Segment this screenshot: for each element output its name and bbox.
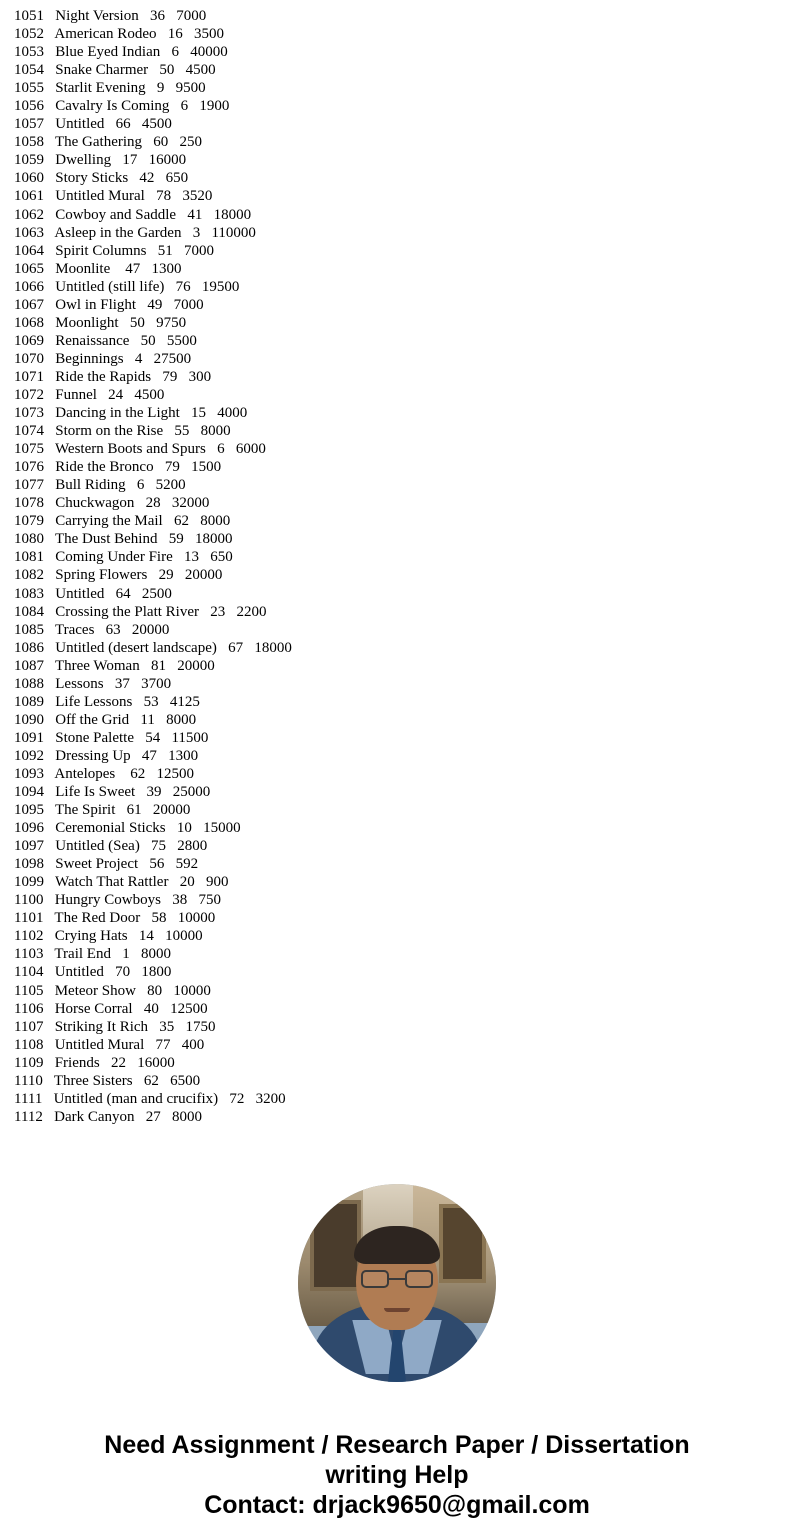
- list-item-text: 1095 The Spirit 61 20000: [14, 802, 191, 819]
- photo-mouth: [384, 1308, 410, 1312]
- list-item: [14, 530, 794, 548]
- list-item-text: 1059 Dwelling 17 16000: [14, 152, 187, 169]
- list-item-text: 1063 Asleep in the Garden 3 110000: [14, 224, 256, 241]
- portrait-photo-container: [0, 1184, 794, 1382]
- list-item: [14, 296, 794, 314]
- list-item-text: 1098 Sweet Project 56 592: [14, 856, 199, 873]
- list-item-text: 1079 Carrying the Mail 62 8000: [14, 513, 231, 530]
- glasses-icon: [361, 1270, 433, 1288]
- list-item-text: 1064 Spirit Columns 51 7000: [14, 242, 215, 259]
- list-item: [14, 945, 794, 963]
- list-item-text: 1111 Untitled (man and crucifix) 72 3200: [14, 1090, 286, 1107]
- list-item: [14, 133, 794, 151]
- list-item: [14, 440, 794, 458]
- list-item-text: 1096 Ceremonial Sticks 10 15000: [14, 820, 241, 837]
- list-item-text: 1051 Night Version 36 7000: [14, 8, 207, 24]
- photo-lens-left: [361, 1270, 389, 1288]
- list-item-text: 1088 Lessons 37 3700: [14, 675, 172, 692]
- list-item-text: 1069 Renaissance 50 5500: [14, 332, 197, 349]
- callout-line-2: writing Help: [325, 1460, 469, 1489]
- list-item-text: 1066 Untitled (still life) 76 19500: [14, 278, 240, 295]
- list-item: [14, 963, 794, 981]
- list-item: [14, 115, 794, 133]
- list-item: [14, 603, 794, 621]
- list-item-text: 1089 Life Lessons 53 4125: [14, 693, 200, 710]
- list-item: [14, 0, 794, 7]
- list-item: [14, 927, 794, 945]
- list-item: [14, 368, 794, 386]
- list-item: [14, 621, 794, 639]
- list-item-text: 1054 Snake Charmer 50 4500: [14, 62, 216, 79]
- list-item-text: 1082 Spring Flowers 29 20000: [14, 567, 223, 584]
- list-item-text: 1070 Beginnings 4 27500: [14, 350, 192, 367]
- list-item-text: 1092 Dressing Up 47 1300: [14, 747, 199, 764]
- list-item-text: 1068 Moonlight 50 9750: [14, 314, 187, 331]
- callout-contact-line: Contact: drjack9650@gmail.com: [204, 1490, 590, 1519]
- list-item: [14, 494, 794, 512]
- list-item-text: 1106 Horse Corral 40 12500: [14, 1000, 208, 1017]
- list-item-text: 1093 Antelopes 62 12500: [14, 765, 194, 782]
- portrait-photo: [298, 1184, 496, 1382]
- list-item-text: 1057 Untitled 66 4500: [14, 116, 172, 133]
- list-item: [14, 422, 794, 440]
- list-item: [14, 855, 794, 873]
- list-item: [14, 260, 794, 278]
- list-item: [14, 512, 794, 530]
- list-item: [14, 350, 794, 368]
- list-item: [14, 332, 794, 350]
- list-item: [14, 386, 794, 404]
- list-item: [14, 548, 794, 566]
- list-item: [14, 585, 794, 603]
- list-item-text: 1083 Untitled 64 2500: [14, 585, 172, 602]
- list-item-text: 1081 Coming Under Fire 13 650: [14, 549, 233, 566]
- list-item-text: 1108 Untitled Mural 77 400: [14, 1036, 205, 1053]
- list-item: [14, 873, 794, 891]
- list-item: [14, 729, 794, 747]
- list-item: [14, 314, 794, 332]
- list-item-text: 1078 Chuckwagon 28 32000: [14, 495, 210, 512]
- list-item: [14, 169, 794, 187]
- list-item-text: 1099 Watch That Rattler 20 900: [14, 874, 229, 891]
- list-item-text: 1091 Stone Palette 54 11500: [14, 729, 209, 746]
- list-item-text: 1052 American Rodeo 16 3500: [14, 26, 224, 43]
- list-item: [14, 711, 794, 729]
- list-item-text: 1062 Cowboy and Saddle 41 18000: [14, 206, 252, 223]
- list-item: [14, 151, 794, 169]
- list-item: [14, 909, 794, 927]
- list-item-text: 1103 Trail End 1 8000: [14, 946, 171, 963]
- list-item: [14, 7, 794, 25]
- list-item-text: 1067 Owl in Flight 49 7000: [14, 296, 204, 313]
- list-item: [14, 1090, 794, 1108]
- list-item: [14, 25, 794, 43]
- list-item-text: 1100 Hungry Cowboys 38 750: [14, 892, 221, 909]
- list-item-text: 1075 Western Boots and Spurs 6 6000: [14, 441, 266, 458]
- list-item: [14, 224, 794, 242]
- list-item: [14, 43, 794, 61]
- list-item: [14, 657, 794, 675]
- list-item: [14, 783, 794, 801]
- list-item: [14, 206, 794, 224]
- list-item: [14, 1072, 794, 1090]
- list-item-text: 1072 Funnel 24 4500: [14, 386, 165, 403]
- list-item-text: 1084 Crossing the Platt River 23 2200: [14, 603, 267, 620]
- list-item-text: 1102 Crying Hats 14 10000: [14, 928, 203, 945]
- list-item: [14, 79, 794, 97]
- list-item: [14, 765, 794, 783]
- list-item: [14, 1054, 794, 1072]
- list-item-text: 1112 Dark Canyon 27 8000: [14, 1108, 203, 1125]
- list-item-text: 1104 Untitled 70 1800: [14, 964, 172, 981]
- list-item-text: 1105 Meteor Show 80 10000: [14, 982, 211, 999]
- list-item: [14, 278, 794, 296]
- list-item: [14, 1036, 794, 1054]
- callout-line-1: Need Assignment / Research Paper / Dissertation: [104, 1430, 690, 1459]
- list-item: [14, 61, 794, 79]
- list-item-text: 1073 Dancing in the Light 15 4000: [14, 405, 248, 422]
- list-item: [14, 97, 794, 115]
- photo-wall-frame-left: [310, 1200, 361, 1291]
- list-item-text: 1085 Traces 63 20000: [14, 621, 170, 638]
- list-item: [14, 566, 794, 584]
- list-item: [14, 242, 794, 260]
- list-item-text: 1094 Life Is Sweet 39 25000: [14, 784, 211, 801]
- list-item: [14, 801, 794, 819]
- contact-callout: [0, 1430, 794, 1520]
- list-item-text: 1074 Storm on the Rise 55 8000: [14, 423, 231, 440]
- list-item-text: 1110 Three Sisters 62 6500: [14, 1072, 201, 1089]
- list-item-text: 1087 Three Woman 81 20000: [14, 657, 215, 674]
- list-item: [14, 819, 794, 837]
- list-item-text: 1056 Cavalry Is Coming 6 1900: [14, 98, 230, 115]
- list-item: [14, 639, 794, 657]
- list-item-text: 1061 Untitled Mural 78 3520: [14, 188, 213, 205]
- list-item-text: 1090 Off the Grid 11 8000: [14, 711, 197, 728]
- list-item: [14, 747, 794, 765]
- list-item: [14, 458, 794, 476]
- list-item-text: 1086 Untitled (desert landscape) 67 18000: [14, 639, 292, 656]
- list-item-text: 1055 Starlit Evening 9 9500: [14, 80, 206, 97]
- list-item-text: 1109 Friends 22 16000: [14, 1054, 175, 1071]
- list-item: [14, 1108, 794, 1126]
- list-item: [14, 675, 794, 693]
- list-item-text: 1107 Striking It Rich 35 1750: [14, 1018, 216, 1035]
- photo-glasses-bridge: [389, 1278, 405, 1280]
- list-item: [14, 1018, 794, 1036]
- list-item: [14, 837, 794, 855]
- list-item-text: 1053 Blue Eyed Indian 6 40000: [14, 44, 228, 61]
- photo-wall-frame-right: [439, 1204, 487, 1283]
- list-item-text: 1080 The Dust Behind 59 18000: [14, 531, 233, 548]
- list-item-text: 1097 Untitled (Sea) 75 2800: [14, 838, 208, 855]
- list-item: [14, 982, 794, 1000]
- list-item-text: 1101 The Red Door 58 10000: [14, 910, 216, 927]
- list-item-text: 1071 Ride the Rapids 79 300: [14, 368, 212, 385]
- list-item: [14, 404, 794, 422]
- photo-lens-right: [405, 1270, 433, 1288]
- list-item: [14, 891, 794, 909]
- list-item: [14, 187, 794, 205]
- list-item-text: 1076 Ride the Bronco 79 1500: [14, 459, 222, 476]
- list-item: [14, 476, 794, 494]
- list-item-text: 1058 The Gathering 60 250: [14, 134, 203, 151]
- list-item-text: 1077 Bull Riding 6 5200: [14, 477, 186, 494]
- list-item-text: 1060 Story Sticks 42 650: [14, 170, 189, 187]
- list-item: [14, 1000, 794, 1018]
- list-item-text: 1065 Moonlite 47 1300: [14, 260, 182, 277]
- list-item: [14, 693, 794, 711]
